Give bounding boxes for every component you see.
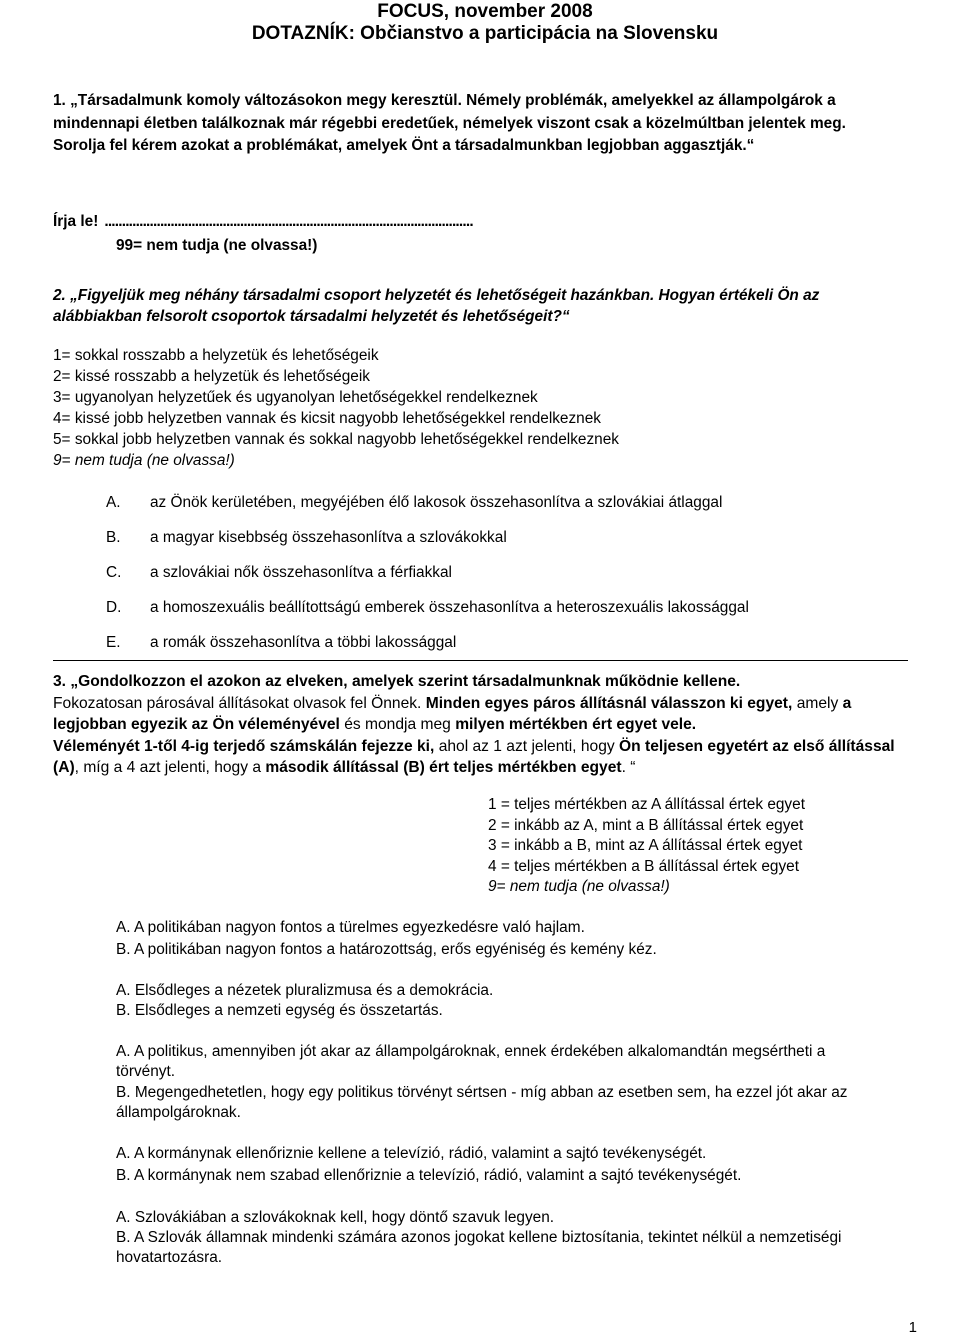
q2-title: 2. „Figyeljük meg néhány társadalmi csoport helyzetét és lehetőségeit hazánkban. Hogyan értékeli Ön az alábbiakban felsorolt csoportok társadalmi helyzetét és lehetőségeit?“ <box>53 287 820 325</box>
q2-scale-4: 4= kissé jobb helyzetben vannak és kicsit nagyobb lehetőségekkel rendelkeznek <box>53 410 601 427</box>
q2-item-text: a magyar kisebbség összehasonlítva a szlovákokkal <box>150 529 507 546</box>
q3-pair-5-b: B. A Szlovák államnak mindenki számára azonos jogokat kellene biztosítania, tekintet nélkül a nemzetiségi hovatartozásra. <box>116 1229 842 1266</box>
q3-scale-2: 2 = inkább az A, mint a B állítással értek egyet <box>488 817 804 834</box>
header-subtitle: DOTAZNÍK: Občianstvo a participácia na Slovensku <box>251 23 719 44</box>
q2-item-text: a homoszexuális beállítottságú emberek összehasonlítva a heteroszexuális lakossággal <box>150 599 749 616</box>
q2-item-text: a romák összehasonlítva a többi lakossággal <box>150 634 457 651</box>
q2-scale-3: 3= ugyanolyan helyzetűek és ugyanolyan lehetőségekkel rendelkeznek <box>53 389 538 406</box>
q2-scale-1: 1= sokkal rosszabb a helyzetük és lehetőségeik <box>53 347 379 364</box>
q3-pair-2-a: A. Elsődleges a nézetek pluralizmusa és a demokrácia. <box>116 982 494 999</box>
q2-item-text: a szlovákiai nők összehasonlítva a férfiakkal <box>150 564 452 581</box>
q1-dont-know: 99= nem tudja (ne olvassa!) <box>116 237 318 254</box>
q1-write-text: Írja le! <box>53 213 99 230</box>
q3-pair-4-b: B. A kormánynak nem szabad ellenőriznie a televízió, rádió, valamint a sajtó tevékenységét. <box>116 1167 742 1184</box>
q2-item <box>106 597 749 618</box>
q2-item-letter: B. <box>106 529 121 546</box>
q3-pair-1-b: B. A politikában nagyon fontos a határozottság, erős egyéniség és kemény kéz. <box>116 941 657 958</box>
q3-pair-1-a: A. A politikában nagyon fontos a türelmes egyezkedésre való hajlam. <box>116 919 585 936</box>
q3-title: 3. „Gondolkozzon el azokon az elveken, amelyek szerint társadalmunknak működnie kellene. <box>53 673 741 690</box>
q3-intro <box>53 671 903 779</box>
q3-scale-3: 3 = inkább a B, mint az A állítással értek egyet <box>488 837 803 854</box>
q3-text: és mondja meg <box>344 716 451 733</box>
q2-item-letter: E. <box>106 634 121 651</box>
q3-text-bold: Minden egyes páros állításnál válasszon ki egyet, <box>425 694 793 712</box>
q3-dont-know: 9= nem tudja (ne olvassa!) <box>488 878 670 895</box>
q2-item <box>106 492 722 513</box>
q3-text-bold: Ön teljesen egyetért az első állítással (A) <box>53 737 895 776</box>
q2-scale-2: 2= kissé rosszabb a helyzetük és lehetőségeik <box>53 368 370 385</box>
q3-pair-4-a: A. A kormánynak ellenőriznie kellene a televízió, rádió, valamint a sajtó tevékenységét. <box>116 1145 707 1162</box>
q2-item-letter: A. <box>106 494 121 511</box>
q3-pair-3-a: A. A politikus, amennyiben jót akar az állampolgároknak, ennek érdekében alkalomandtán megsértheti a törvényt. <box>116 1043 826 1080</box>
q3-pair-2-b: B. Elsődleges a nemzeti egység és összetartás. <box>116 1002 443 1019</box>
q3-text-bold: a legjobban egyezik az Ön véleményével <box>53 694 852 733</box>
q3-text: ahol az 1 azt jelenti, hogy <box>438 737 615 755</box>
q2-item-text: az Önök kerületében, megyéjében élő lakosok összehasonlítva a szlovákiai átlaggal <box>150 494 723 511</box>
q3-pair-3-b: B. Megengedhetetlen, hogy egy politikus törvényt sértsen - míg abban az esetben sem, ha ezzel jót akar az állampolgároknak. <box>116 1084 848 1121</box>
q3-scale-1: 1 = teljes mértékben az A állítással értek egyet <box>488 796 805 813</box>
q3-text: . “ <box>621 759 636 776</box>
q3-text-bold: milyen mértékben ért egyet vele. <box>455 716 697 733</box>
q2-item <box>106 562 452 583</box>
q3-text: amely <box>796 694 839 712</box>
header-title: FOCUS, november 2008 <box>377 1 593 22</box>
q1-intro: 1. „Társadalmunk komoly változásokon megy keresztül. Némely problémák, amelyekkel az állampolgárok a mindennapi életben találkoznak már régebbi eredetűek, némelyek viszont csak a közelmúltban jelentek meg. Sorolja fel kérem azokat a problémákat, amelyek Önt a társadalmunkban legjobban aggasztják.“ <box>53 92 846 154</box>
q3-scale-4: 4 = teljes mértékben a B állítással értek egyet <box>488 858 799 875</box>
q2-item-letter: C. <box>106 564 122 581</box>
q1-write-label <box>53 211 473 232</box>
q2-item <box>106 632 456 653</box>
section-divider <box>53 660 908 661</box>
q3-pair-5-a: A. Szlovákiában a szlovákoknak kell, hogy döntő szavuk legyen. <box>116 1209 555 1226</box>
q2-dont-know: 9= nem tudja (ne olvassa!) <box>53 452 235 469</box>
q1-answer-dots: .......................................................................................................... <box>104 213 473 230</box>
q2-item <box>106 527 507 548</box>
q2-item-letter: D. <box>106 599 122 616</box>
q3-text: Fokozatosan párosával állításokat olvasok fel Önnek. <box>53 694 422 712</box>
q3-text-bold: Véleményét 1-től 4-ig terjedő számskálán fejezze ki, <box>53 737 435 755</box>
q3-text: , míg a 4 azt jelenti, hogy a <box>74 759 262 776</box>
q2-scale-5: 5= sokkal jobb helyzetben vannak és sokkal nagyobb lehetőségekkel rendelkeznek <box>53 431 619 448</box>
q3-text-bold: második állítással (B) ért teljes mértékben egyet <box>265 759 622 776</box>
page-number: 1 <box>908 1319 917 1336</box>
